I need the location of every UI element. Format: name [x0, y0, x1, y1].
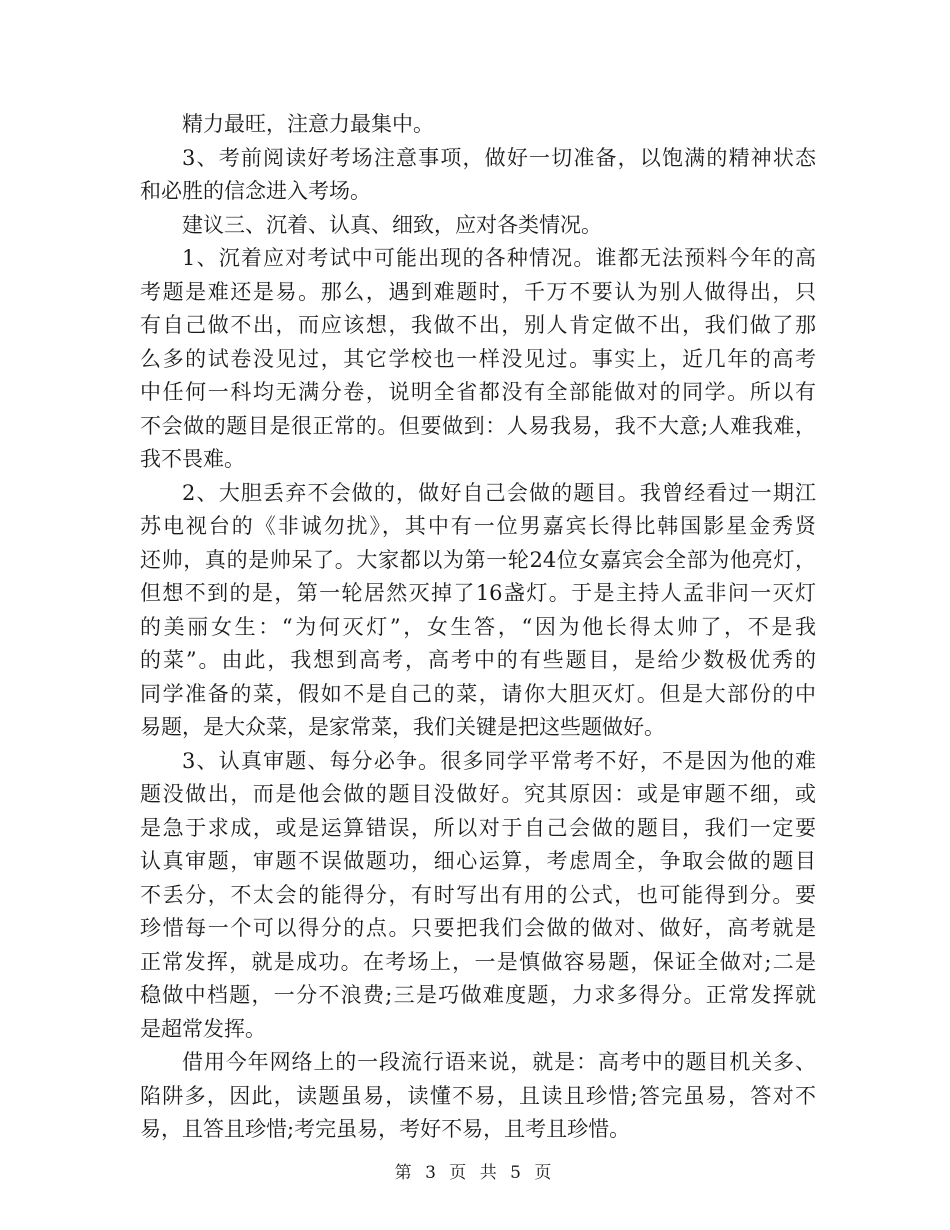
text-line: 3、考前阅读好考场注意事项，做好一切准备，以饱满的精神状态 [182, 145, 816, 170]
text-line: 有自己做不出，而应该想，我做不出，别人肯定做不出，我们做了那 [140, 313, 816, 337]
text-line: 是急于求成，或是运算错误，所以对于自己会做的题目，我们一定要 [140, 815, 816, 840]
page-footer: 第 3 页 共 5 页 [394, 1163, 556, 1183]
text-line: 但想不到的是，第一轮居然灭掉了16盏灯。于是主持人孟非问一灭灯 [140, 581, 816, 605]
text-line: 题没做出，而是他会做的题目没做好。究其原因：或是审题不细，或 [140, 782, 816, 806]
text-line: 是超常发挥。 [140, 1016, 266, 1041]
text-line: 易，且答且珍惜;考完虽易，考好不易，且考且珍惜。 [140, 1117, 631, 1141]
text-line: 同学准备的菜，假如不是自己的菜，请你大胆灭灯。但是大部份的中 [140, 681, 816, 706]
text-line: 认真审题，审题不误做题功，细心运算，考虑周全，争取会做的题目 [140, 849, 816, 873]
text-line: 正常发挥，就是成功。在考场上，一是慎做容易题，保证全做对;二是 [140, 949, 816, 974]
text-line: 2、大胆丢弃不会做的，做好自己会做的题目。我曾经看过一期江 [182, 480, 816, 505]
text-line: 3、认真审题、每分必争。很多同学平常考不好，不是因为他的难 [182, 748, 816, 773]
text-line: 苏电视台的《非诚勿扰》，其中有一位男嘉宾长得比韩国影星金秀贤 [140, 514, 816, 538]
text-line: 中任何一科均无满分卷，说明全省都没有全部能做对的同学。所以有 [140, 380, 816, 404]
text-line: 我不畏难。 [140, 447, 245, 471]
text-line: 借用今年网络上的一段流行语来说，就是：高考中的题目机关多、 [182, 1050, 816, 1074]
body-text [140, 108, 816, 1147]
text-line: 1、沉着应对考试中可能出现的各种情况。谁都无法预料今年的高 [182, 246, 816, 270]
text-line: 稳做中档题，一分不浪费;三是巧做难度题，力求多得分。正常发挥就 [140, 983, 816, 1007]
text-line: 考题是难还是易。那么，遇到难题时，千万不要认为别人做得出，只 [140, 279, 816, 304]
text-line: 还帅，真的是帅呆了。大家都以为第一轮24位女嘉宾会全部为他亮灯， [140, 547, 816, 572]
text-line: 易题，是大众菜，是家常菜，我们关键是把这些题做好。 [140, 715, 665, 739]
text-line: 的菜”。由此，我想到高考，高考中的有些题目，是给少数极优秀的 [140, 648, 816, 672]
text-line: 陷阱多，因此，读题虽易，读懂不易，且读且珍惜;答完虽易，答对不 [140, 1083, 816, 1108]
text-line: 建议三、沉着、认真、细致，应对各类情况。 [182, 212, 602, 237]
text-line: 不会做的题目是很正常的。但要做到：人易我易，我不大意;人难我难， [140, 413, 816, 438]
text-line: 不丢分，不太会的能得分，有时写出有用的公式，也可能得到分。要 [140, 882, 816, 907]
text-line: 么多的试卷没见过，其它学校也一样没见过。事实上，近几年的高考 [140, 346, 816, 371]
text-line: 精力最旺，注意力最集中。 [182, 112, 434, 136]
text-line: 和必胜的信念进入考场。 [140, 179, 371, 203]
text-line: 珍惜每一个可以得分的点。只要把我们会做的做对、做好，高考就是 [140, 916, 816, 940]
text-line: 的美丽女生：“为何灭灯”，女生答，“因为他长得太帅了，不是我 [140, 614, 816, 639]
